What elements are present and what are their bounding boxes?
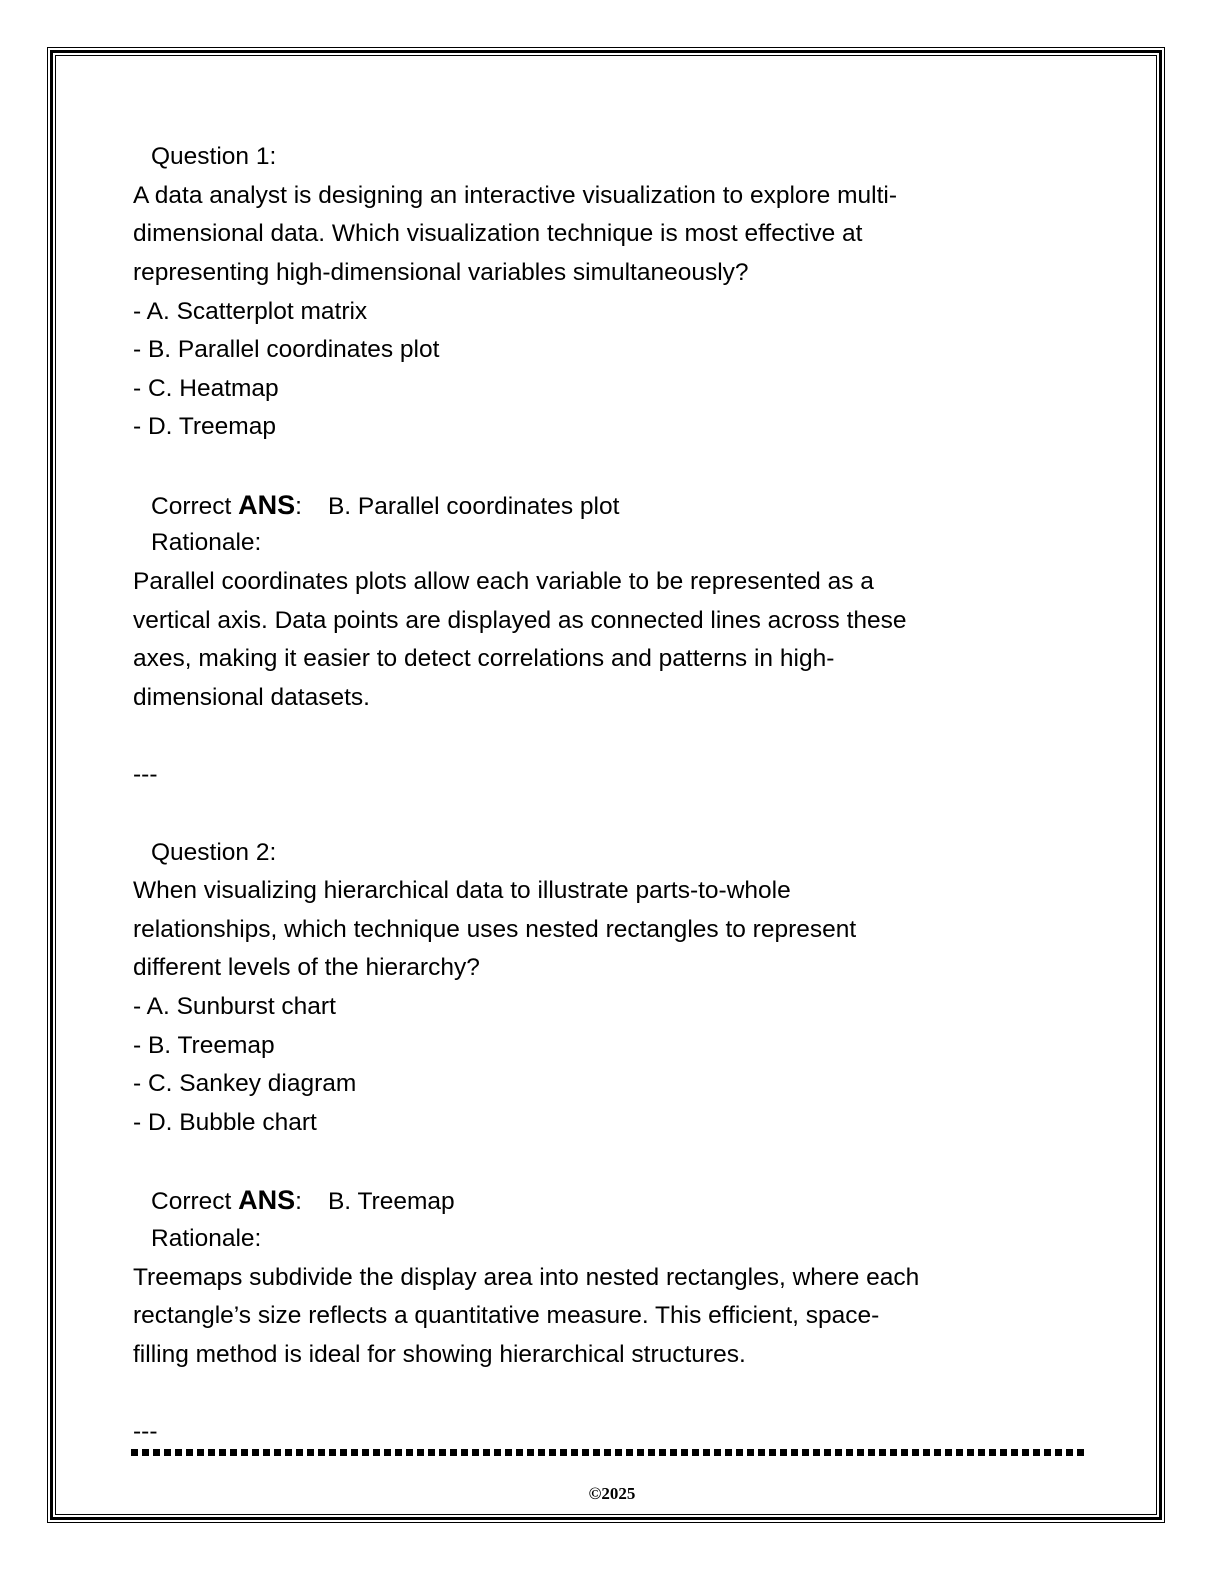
answer-option: - A. Sunburst chart bbox=[133, 993, 336, 1021]
answer-option: - A. Scatterplot matrix bbox=[133, 297, 368, 325]
blank-line bbox=[133, 1143, 1133, 1182]
rationale-line: dimensional datasets. bbox=[133, 683, 370, 711]
ans-label: ANS bbox=[238, 489, 296, 520]
question-stem-line: different levels of the hierarchy? bbox=[133, 954, 480, 982]
rationale-heading: Rationale: bbox=[151, 1224, 262, 1252]
correct-answer-line bbox=[133, 486, 1133, 525]
question-heading: Question 1: bbox=[151, 143, 277, 170]
rationale-line: Parallel coordinates plots allow each variable to be represented as a bbox=[133, 568, 874, 596]
correct-colon: : bbox=[295, 1188, 302, 1216]
correct-answer-line bbox=[133, 1181, 1133, 1220]
question-stem-line: When visualizing hierarchical data to illustrate parts-to-whole bbox=[133, 877, 791, 905]
section-separator: --- bbox=[133, 1418, 158, 1446]
answer-option: - B. Parallel coordinates plot bbox=[133, 336, 440, 364]
question-stem-line: dimensional data. Which visualization technique is most effective at bbox=[133, 220, 863, 248]
blank-line bbox=[133, 795, 1133, 834]
rationale-line: filling method is ideal for showing hierarchical structures. bbox=[133, 1340, 746, 1368]
answer-option: - B. Treemap bbox=[133, 1031, 275, 1059]
blank-line bbox=[133, 1375, 1133, 1414]
answer-option: - D. Treemap bbox=[133, 413, 276, 441]
rationale-line: Treemaps subdivide the display area into nested rectangles, where each bbox=[133, 1263, 920, 1291]
answer-option: - D. Bubble chart bbox=[133, 1109, 317, 1137]
blank-line bbox=[133, 718, 1133, 757]
rationale-line: axes, making it easier to detect correlations and patterns in high- bbox=[133, 645, 835, 673]
correct-colon: : bbox=[295, 492, 302, 520]
section-separator: --- bbox=[133, 761, 158, 789]
question-heading: Question 2: bbox=[151, 838, 277, 866]
rationale-heading: Rationale: bbox=[151, 529, 262, 557]
rationale-line: rectangle’s size reflects a quantitative measure. This efficient, space- bbox=[133, 1302, 880, 1330]
question-stem-line: representing high-dimensional variables simultaneously? bbox=[133, 258, 749, 286]
correct-answer-value: B. Parallel coordinates plot bbox=[327, 492, 620, 520]
answer-option: - C. Heatmap bbox=[133, 374, 279, 402]
dotted-divider bbox=[131, 1449, 1086, 1456]
correct-answer-value: B. Treemap bbox=[327, 1188, 455, 1216]
ans-label: ANS bbox=[238, 1185, 296, 1216]
copyright-footer: ©2025 bbox=[588, 1484, 636, 1503]
question-stem-line: A data analyst is designing an interactive visualization to explore multi- bbox=[133, 181, 897, 209]
blank-line bbox=[133, 447, 1133, 486]
answer-option: - C. Sankey diagram bbox=[133, 1070, 357, 1098]
document-body bbox=[133, 138, 1133, 1490]
question-stem-line: relationships, which technique uses nested rectangles to represent bbox=[133, 915, 857, 943]
correct-label: Correct bbox=[151, 1188, 239, 1216]
rationale-line: vertical axis. Data points are displayed as connected lines across these bbox=[133, 606, 907, 634]
correct-label: Correct bbox=[151, 492, 239, 520]
